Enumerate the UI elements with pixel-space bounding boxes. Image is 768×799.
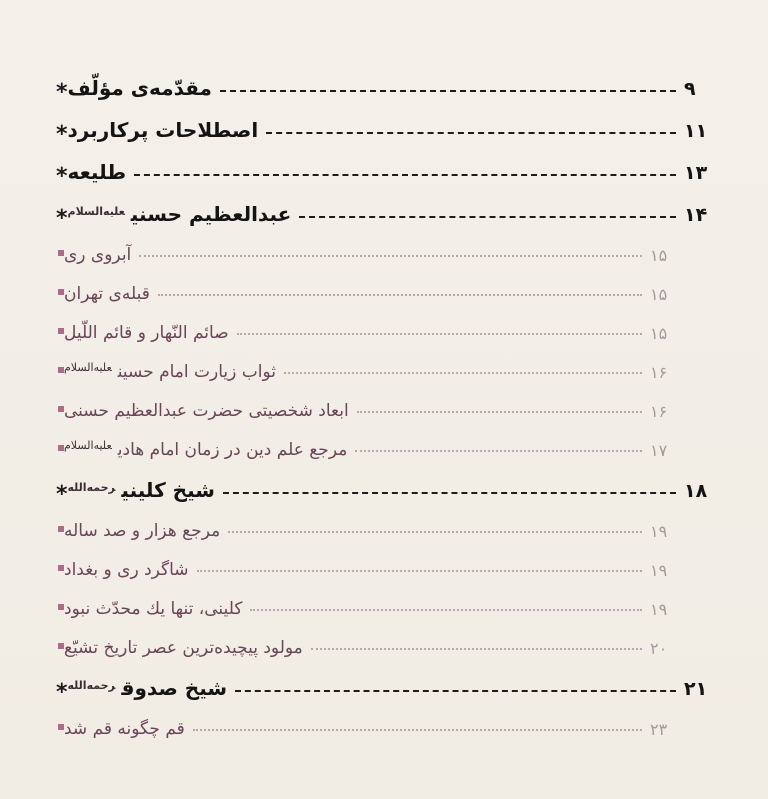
square-bullet-icon — [58, 289, 64, 295]
toc-entry-title — [68, 676, 228, 700]
toc-entry-title: صائم النّهار و قائم اللّیل — [64, 323, 229, 343]
asterisk-bullet-icon: * — [56, 80, 68, 105]
toc-title-text: ثواب زیارت امام حسین — [117, 362, 277, 382]
square-bullet-icon — [58, 367, 64, 373]
toc-page-number: ۱۵ — [650, 324, 668, 343]
square-bullet-icon — [58, 406, 64, 412]
toc-entry-title: مقدّمه‌ی مؤلّف — [67, 76, 212, 100]
toc-page-number: ۱۴ — [684, 204, 708, 226]
toc-entry[interactable] — [48, 658, 712, 705]
square-bullet-icon — [58, 565, 64, 571]
square-bullet-icon — [58, 643, 64, 649]
square-bullet-icon — [58, 328, 64, 334]
toc-page-number: ۱۹ — [650, 600, 668, 619]
toc-entry[interactable] — [48, 58, 712, 105]
toc-subentry[interactable] — [48, 343, 712, 382]
toc-page-number: ۹ — [684, 78, 696, 100]
toc-entry-title — [64, 361, 276, 382]
toc-page-number: ۲۱ — [684, 678, 708, 700]
toc-entry-title: طلیعه — [67, 160, 127, 184]
toc-subentry[interactable] — [48, 304, 712, 343]
toc-entry-title: آبروی ری — [64, 245, 132, 265]
toc-entry[interactable] — [48, 142, 712, 189]
honorific-glyph: علیه‌السلام — [64, 361, 112, 374]
dot-leader — [158, 294, 642, 296]
toc-subentry[interactable] — [48, 700, 712, 739]
toc-entry-title: مرجع هزار و صد ساله — [64, 521, 221, 541]
dot-leader — [193, 729, 642, 731]
dash-leader — [220, 90, 676, 92]
dot-leader — [284, 372, 642, 374]
square-bullet-icon — [58, 250, 64, 256]
toc-subentry[interactable] — [48, 382, 712, 421]
dash-leader — [223, 492, 676, 494]
toc-entry-title: ابعاد شخصیتی حضرت عبدالعظیم حسنی — [64, 401, 349, 421]
toc-page-number: ۲۰ — [650, 639, 668, 658]
dot-leader — [237, 333, 642, 335]
dot-leader — [355, 450, 642, 452]
dash-leader — [235, 690, 676, 692]
toc-subentry[interactable] — [48, 541, 712, 580]
toc-subentry[interactable] — [48, 619, 712, 658]
square-bullet-icon — [58, 526, 64, 532]
dot-leader — [357, 411, 642, 413]
toc-subentry[interactable] — [48, 580, 712, 619]
dot-leader — [228, 531, 642, 533]
toc-page-number: ۱۷ — [650, 441, 668, 460]
honorific-glyph: علیه‌السلام — [67, 205, 125, 218]
toc-entry-title — [68, 478, 215, 502]
asterisk-bullet-icon: * — [56, 206, 68, 231]
dash-leader — [266, 132, 676, 134]
toc-page-number: ۱۳ — [684, 162, 708, 184]
square-bullet-icon — [58, 604, 64, 610]
honorific-glyph: علیه‌السلام — [64, 439, 112, 452]
toc-entry-title — [64, 439, 347, 460]
toc-entry-title: کلینی، تنها یك محدّث نبود — [64, 599, 243, 619]
square-bullet-icon — [58, 724, 64, 730]
square-bullet-icon — [58, 445, 64, 451]
toc-title-text: شیخ صدوق — [121, 676, 228, 700]
toc-entry-title: اصطلاحات پرکاربرد — [67, 118, 259, 142]
toc-subentry[interactable] — [48, 265, 712, 304]
toc-entry-title: قم چگونه قم شد — [64, 719, 185, 739]
toc-page-number: ۱۶ — [650, 402, 668, 421]
toc-title-text: شیخ کلینی — [121, 478, 215, 502]
toc-page-number: ۱۵ — [650, 285, 668, 304]
toc-page-number: ۱۹ — [650, 522, 668, 541]
toc-subentry[interactable] — [48, 421, 712, 460]
asterisk-bullet-icon: * — [56, 482, 68, 507]
toc-page-number: ۱۹ — [650, 561, 668, 580]
toc-title-text: مرجع علم دین در زمان امام هادی — [117, 440, 348, 460]
toc-entry-title: مولود پیچیده‌ترین عصر تاریخ تشیّع — [64, 638, 303, 658]
toc-title-text: عبدالعظیم حسنی — [130, 202, 292, 226]
toc-entry-title: قبله‌ی تهران — [64, 284, 150, 304]
toc-page-number: ۱۶ — [650, 363, 668, 382]
toc-entry-title: شاگرد ری و بغداد — [64, 560, 189, 580]
toc-entry[interactable] — [48, 100, 712, 147]
dot-leader — [197, 570, 642, 572]
toc-page-number: ۱۵ — [650, 246, 668, 265]
toc-entry[interactable] — [48, 184, 712, 231]
toc-page-number: ۲۳ — [650, 720, 668, 739]
dot-leader — [139, 255, 642, 257]
dash-leader — [134, 174, 676, 176]
toc-page-number: ۱۱ — [684, 120, 708, 142]
dot-leader — [250, 609, 642, 611]
dot-leader — [311, 648, 642, 650]
dash-leader — [299, 216, 676, 218]
asterisk-bullet-icon: * — [56, 164, 68, 189]
asterisk-bullet-icon: * — [56, 122, 68, 147]
toc-entry-title — [68, 202, 292, 226]
honorific-glyph: رحمه‌الله — [67, 481, 116, 494]
toc-page-number: ۱۸ — [684, 480, 708, 502]
toc-subentry[interactable] — [48, 226, 712, 265]
honorific-glyph: رحمه‌الله — [67, 679, 116, 692]
toc-subentry[interactable] — [48, 502, 712, 541]
table-of-contents — [48, 58, 712, 739]
toc-entry[interactable] — [48, 460, 712, 507]
asterisk-bullet-icon: * — [56, 680, 68, 705]
